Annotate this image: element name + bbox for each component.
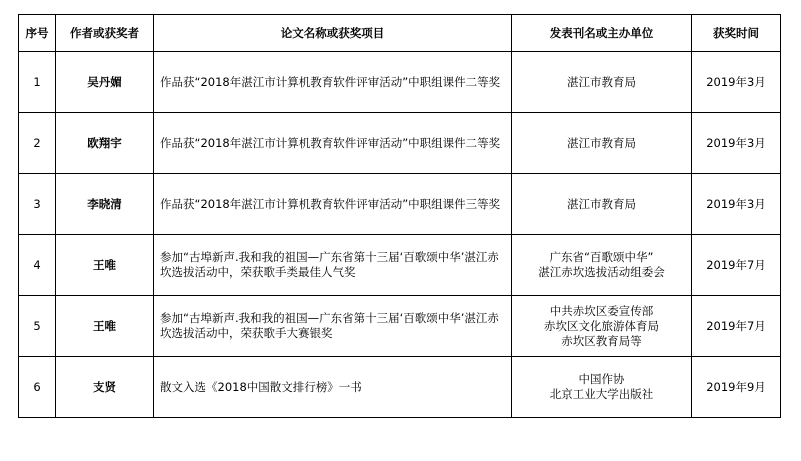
table-row bbox=[19, 52, 781, 113]
row-org bbox=[512, 52, 692, 113]
header-time: 获奖时间 bbox=[692, 15, 781, 52]
row-org-line: 北京工业大学出版社 bbox=[549, 387, 654, 401]
row-number: 5 bbox=[19, 296, 56, 357]
row-author: 支贤 bbox=[56, 357, 154, 418]
row-number: 1 bbox=[19, 52, 56, 113]
row-time: 2019年3月 bbox=[692, 174, 781, 235]
row-time: 2019年7月 bbox=[692, 296, 781, 357]
row-org-line: 赤坎区教育局等 bbox=[561, 333, 642, 348]
row-org bbox=[512, 174, 692, 235]
row-time: 2019年7月 bbox=[692, 235, 781, 296]
header-org: 发表刊名或主办单位 bbox=[512, 15, 692, 52]
awards-table bbox=[18, 14, 781, 418]
row-org bbox=[512, 235, 692, 296]
row-time: 2019年9月 bbox=[692, 357, 781, 418]
row-org-line: 中共赤坎区委宣传部 bbox=[549, 303, 654, 318]
row-number: 2 bbox=[19, 113, 56, 174]
table-row bbox=[19, 357, 781, 418]
row-author: 李晓清 bbox=[56, 174, 154, 235]
row-org-line: 湛江赤坎选拔活动组委会 bbox=[538, 265, 665, 279]
row-title: 散文入选《2018中国散文排行榜》一书 bbox=[154, 357, 512, 418]
header-row bbox=[19, 15, 781, 52]
row-title: 作品获“2018年湛江市计算机教育软件评审活动”中职组课件二等奖 bbox=[154, 113, 512, 174]
row-title: 作品获“2018年湛江市计算机教育软件评审活动”中职组课件二等奖 bbox=[154, 52, 512, 113]
row-author: 吴丹媚 bbox=[56, 52, 154, 113]
header-author: 作者或获奖者 bbox=[56, 15, 154, 52]
row-org bbox=[512, 296, 692, 357]
row-number: 4 bbox=[19, 235, 56, 296]
row-org-line: 湛江市教育局 bbox=[567, 74, 636, 89]
row-org-line: 湛江市教育局 bbox=[567, 135, 636, 150]
table-row bbox=[19, 113, 781, 174]
row-org bbox=[512, 357, 692, 418]
row-title: 作品获“2018年湛江市计算机教育软件评审活动”中职组课件三等奖 bbox=[154, 174, 512, 235]
row-title: 参加“古埠新声.我和我的祖国—广东省第十三届‘百歌颂中华’湛江赤坎选拔活动中，荣获歌手大赛银奖 bbox=[154, 296, 512, 357]
header-title: 论文名称或获奖项目 bbox=[154, 15, 512, 52]
row-number: 6 bbox=[19, 357, 56, 418]
row-org-line: 湛江市教育局 bbox=[567, 196, 636, 211]
row-time: 2019年3月 bbox=[692, 52, 781, 113]
header-no: 序号 bbox=[19, 15, 56, 52]
row-author: 王唯 bbox=[56, 296, 154, 357]
row-org bbox=[512, 113, 692, 174]
row-org-line: 广东省“百歌颂中华” bbox=[549, 250, 654, 264]
row-number: 3 bbox=[19, 174, 56, 235]
table-row bbox=[19, 235, 781, 296]
row-org-line: 中国作协 bbox=[578, 372, 625, 386]
table-row bbox=[19, 296, 781, 357]
row-time: 2019年3月 bbox=[692, 113, 781, 174]
row-author: 欧翔宇 bbox=[56, 113, 154, 174]
row-author: 王唯 bbox=[56, 235, 154, 296]
row-org-line: 赤坎区文化旅游体育局 bbox=[544, 318, 659, 333]
row-title: 参加“古埠新声.我和我的祖国—广东省第十三届‘百歌颂中华’湛江赤坎选拔活动中，荣获歌手类最佳人气奖 bbox=[154, 235, 512, 296]
table-row bbox=[19, 174, 781, 235]
